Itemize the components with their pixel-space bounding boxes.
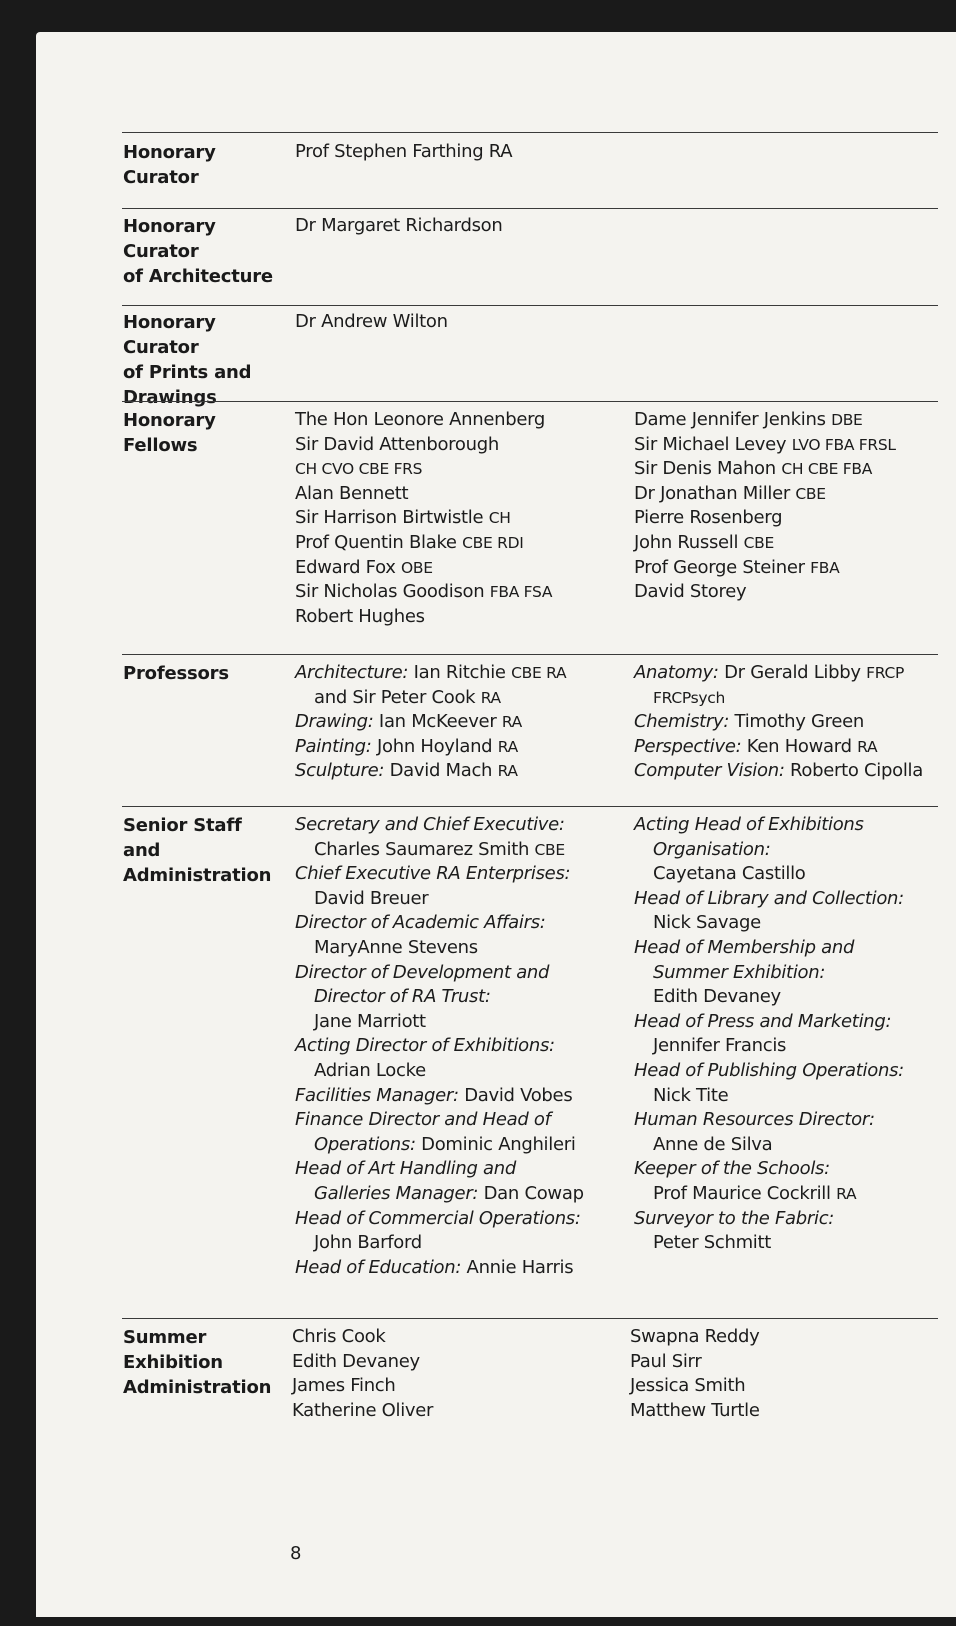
entry-role: Head of Publishing Operations: <box>634 1059 904 1081</box>
entry-name: Ian McKeever <box>373 711 502 733</box>
entry-role: Architecture: <box>295 662 409 683</box>
entry-name: Sir Harrison Birtwistle <box>295 507 489 529</box>
summer-name: Matthew Turtle <box>630 1399 760 1421</box>
entry-line <box>295 1182 584 1207</box>
entry-honours: FRCPsych <box>653 688 726 707</box>
entry-line <box>295 838 584 863</box>
entry-honours: CBE <box>534 840 565 859</box>
entry-role: Keeper of the Schools: <box>634 1158 830 1180</box>
entry-line <box>295 1207 584 1232</box>
entry-role: Human Resources Director: <box>634 1109 875 1131</box>
entry-line <box>295 605 552 630</box>
section-divider <box>122 305 938 306</box>
entry-name: Jennifer Francis <box>653 1035 787 1057</box>
entry-name: Sir Michael Levey <box>634 433 792 455</box>
entry-role: Painting: <box>295 735 372 757</box>
entry-line <box>295 556 552 581</box>
curator-prints-label: Honorary Curator of Prints and Drawings <box>123 312 252 408</box>
entry-role: Sculpture: <box>295 760 385 782</box>
staff-left-column <box>295 813 584 1280</box>
entry-name: Nick Tite <box>653 1084 729 1106</box>
entry-role: Galleries Manager: <box>314 1182 479 1204</box>
entry-line <box>295 1256 584 1281</box>
entry-role: Director of Academic Affairs: <box>295 912 546 934</box>
page-number: 8 <box>290 1543 302 1564</box>
section-divider <box>122 806 938 807</box>
entry-line <box>295 985 584 1010</box>
entry-line <box>295 887 584 912</box>
entry-honours: FBA <box>810 558 840 577</box>
entry-line <box>634 1133 904 1158</box>
entry-honours: CH CVO CBE FRS <box>295 460 423 479</box>
entry-line <box>634 556 896 581</box>
summer-name: James Finch <box>292 1375 396 1397</box>
entry-name: Sir Nicholas Goodison <box>295 581 490 603</box>
entry-honours: CBE RDI <box>462 533 524 552</box>
entry-line <box>295 936 584 961</box>
entry-role: Anatomy: <box>634 662 719 683</box>
entry-line <box>634 1231 904 1256</box>
entry-name: Charles Saumarez Smith <box>314 838 535 860</box>
summer-name: Paul Sirr <box>630 1350 702 1372</box>
entry-honours: OBE <box>401 558 433 577</box>
entry-name: David Storey <box>634 581 747 603</box>
section-divider <box>122 1318 938 1319</box>
entry-role: Acting Director of Exhibitions: <box>295 1035 555 1057</box>
entry-line <box>295 433 552 458</box>
entry-line <box>634 759 923 784</box>
entry-line <box>634 1182 904 1207</box>
entry-line <box>634 433 896 458</box>
entry-line <box>295 661 566 686</box>
entry-role: Perspective: <box>634 735 742 757</box>
entry-role: Computer Vision: <box>634 760 785 782</box>
entry-line <box>295 710 566 735</box>
entry-line <box>295 408 552 433</box>
entry-honours: RA <box>497 762 518 781</box>
summer-name: Chris Cook <box>292 1326 386 1347</box>
curator-prints-name: Dr Andrew Wilton <box>295 311 448 332</box>
fellows-right-column <box>634 408 896 605</box>
entry-name: Nick Savage <box>653 912 761 934</box>
entry-name: MaryAnne Stevens <box>314 936 478 958</box>
section-divider <box>122 654 938 655</box>
entry-line <box>295 735 566 760</box>
entry-line <box>634 961 904 986</box>
fellows-left-column <box>295 408 552 629</box>
entry-line <box>634 686 923 711</box>
entry-name: Edward Fox <box>295 556 402 578</box>
professors-right-column <box>634 661 923 784</box>
entry-name: Timothy Green <box>729 711 865 733</box>
entry-line <box>295 961 584 986</box>
section-divider <box>122 208 938 209</box>
entry-line <box>295 482 552 507</box>
entry-honours: FBA FSA <box>489 583 553 602</box>
curator-architecture-name: Dr Margaret Richardson <box>295 215 503 236</box>
entry-name: John Hoyland <box>371 735 498 757</box>
entry-honours: LVO FBA FRSL <box>791 435 896 454</box>
staff-label: Senior Staff and Administration <box>123 815 272 886</box>
entry-line <box>634 1157 904 1182</box>
entry-line <box>295 1108 584 1133</box>
entry-line <box>634 1108 904 1133</box>
entry-honours: CH <box>488 509 511 528</box>
entry-name: Alan Bennett <box>295 482 409 504</box>
entry-line <box>295 1133 584 1158</box>
entry-name: Anne de Silva <box>653 1133 773 1155</box>
entry-name: Pierre Rosenberg <box>634 507 783 529</box>
entry-name: Sir Denis Mahon <box>634 458 782 480</box>
entry-name: Sir David Attenborough <box>295 433 499 455</box>
entry-line <box>295 580 552 605</box>
entry-role: Director of RA Trust: <box>314 986 491 1008</box>
entry-line <box>634 862 904 887</box>
entry-honours: RA <box>501 713 522 732</box>
entry-role: Operations: <box>314 1133 416 1155</box>
entry-role: Secretary and Chief Executive: <box>295 814 565 835</box>
entry-line <box>634 1010 904 1035</box>
entry-name: Dan Cowap <box>478 1182 584 1204</box>
entry-line <box>295 1059 584 1084</box>
summer-name: Katherine Oliver <box>292 1399 434 1421</box>
entry-role: Director of Development and <box>295 961 550 983</box>
entry-honours: CBE <box>795 484 826 503</box>
entry-name: Ken Howard <box>741 735 858 757</box>
entry-name: John Russell <box>634 531 744 553</box>
professors-left-column <box>295 661 566 784</box>
entry-name: David Vobes <box>458 1084 573 1106</box>
entry-line <box>634 710 923 735</box>
entry-role: Head of Membership and <box>634 936 855 958</box>
summer-name: Swapna Reddy <box>630 1326 760 1347</box>
entry-line <box>634 506 896 531</box>
entry-line <box>295 862 584 887</box>
entry-line <box>634 661 923 686</box>
entry-honours: CBE RA <box>511 664 567 682</box>
entry-name: Roberto Cipolla <box>784 760 923 782</box>
curator-architecture-label: Honorary Curator of Architecture <box>123 216 273 287</box>
entry-name: John Barford <box>314 1232 422 1254</box>
entry-line <box>634 838 904 863</box>
entry-name: Jane Marriott <box>314 1010 426 1032</box>
entry-name: Cayetana Castillo <box>653 863 806 885</box>
summer-name: Jessica Smith <box>630 1375 746 1397</box>
entry-line <box>295 1231 584 1256</box>
entry-line <box>295 1084 584 1109</box>
entry-name: Dominic Anghileri <box>415 1133 576 1155</box>
entry-role: Facilities Manager: <box>295 1084 459 1106</box>
entry-line <box>634 580 896 605</box>
entry-honours: DBE <box>831 411 863 429</box>
entry-honours: RA <box>836 1184 857 1203</box>
entry-role: Summer Exhibition: <box>653 961 826 983</box>
entry-line <box>634 1207 904 1232</box>
entry-line <box>634 735 923 760</box>
entry-name: Robert Hughes <box>295 605 425 627</box>
entry-line <box>295 813 584 838</box>
entry-line <box>634 985 904 1010</box>
fellows-label: Honorary Fellows <box>123 410 216 456</box>
entry-role: Organisation: <box>653 838 771 860</box>
entry-honours: RA <box>497 737 518 756</box>
entry-name: Adrian Locke <box>314 1059 426 1081</box>
section-divider <box>122 401 938 402</box>
entry-line <box>634 887 904 912</box>
entry-line <box>634 936 904 961</box>
entry-line <box>634 457 896 482</box>
entry-line <box>295 531 552 556</box>
entry-honours: FRCP <box>866 664 905 682</box>
entry-line <box>295 686 566 711</box>
summer-right-column <box>630 1325 760 1423</box>
entry-name: Peter Schmitt <box>653 1232 772 1254</box>
entry-name: Dr Gerald Libby <box>718 662 867 683</box>
section-divider <box>122 132 938 133</box>
entry-name: Prof Maurice Cockrill <box>653 1182 837 1204</box>
entry-role: Surveyor to the Fabric: <box>634 1207 835 1229</box>
entry-name: and Sir Peter Cook <box>314 686 481 708</box>
staff-right-column <box>634 813 904 1256</box>
entry-role: Head of Commercial Operations: <box>295 1207 581 1229</box>
entry-honours: CH CBE FBA <box>781 460 873 479</box>
entry-line <box>295 1010 584 1035</box>
entry-role: Finance Director and Head of <box>295 1109 551 1131</box>
entry-honours: CBE <box>743 533 774 552</box>
entry-line <box>634 531 896 556</box>
entry-line <box>295 759 566 784</box>
entry-role: Head of Art Handling and <box>295 1158 516 1180</box>
entry-line <box>634 813 904 838</box>
entry-line <box>634 1059 904 1084</box>
entry-line <box>634 1084 904 1109</box>
entry-name: David Mach <box>384 760 498 782</box>
entry-line <box>634 1034 904 1059</box>
entry-line <box>295 506 552 531</box>
entry-role: Chemistry: <box>634 711 730 733</box>
entry-name: Dr Jonathan Miller <box>634 482 796 504</box>
entry-role: Head of Press and Marketing: <box>634 1010 892 1032</box>
entry-name: Prof Quentin Blake <box>295 531 463 553</box>
entry-name: Ian Ritchie <box>408 662 512 683</box>
entry-line <box>295 1157 584 1182</box>
entry-name: Annie Harris <box>461 1256 574 1278</box>
entry-line <box>634 408 896 433</box>
entry-role: Acting Head of Exhibitions <box>634 814 864 835</box>
entry-line <box>634 911 904 936</box>
entry-name: The Hon Leonore Annenberg <box>295 409 546 430</box>
summer-left-column <box>292 1325 433 1423</box>
entry-honours: RA <box>480 688 501 707</box>
entry-line <box>295 1034 584 1059</box>
entry-role: Chief Executive RA Enterprises: <box>295 863 571 885</box>
entry-name: David Breuer <box>314 887 429 909</box>
entry-name: Edith Devaney <box>653 986 781 1008</box>
professors-label: Professors <box>123 663 229 684</box>
entry-role: Drawing: <box>295 711 374 733</box>
entry-role: Head of Library and Collection: <box>634 887 904 909</box>
honorary-curator-name: Prof Stephen Farthing RA <box>295 141 513 162</box>
entry-honours: RA <box>857 737 878 756</box>
entry-line <box>634 482 896 507</box>
entry-role: Head of Education: <box>295 1256 462 1278</box>
entry-name: Dame Jennifer Jenkins <box>634 409 832 430</box>
entry-name: Prof George Steiner <box>634 556 811 578</box>
summer-name: Edith Devaney <box>292 1350 420 1372</box>
entry-line <box>295 911 584 936</box>
summer-label: Summer Exhibition Administration <box>123 1327 272 1398</box>
honorary-curator-label: Honorary Curator <box>123 142 216 188</box>
entry-line <box>295 457 552 482</box>
